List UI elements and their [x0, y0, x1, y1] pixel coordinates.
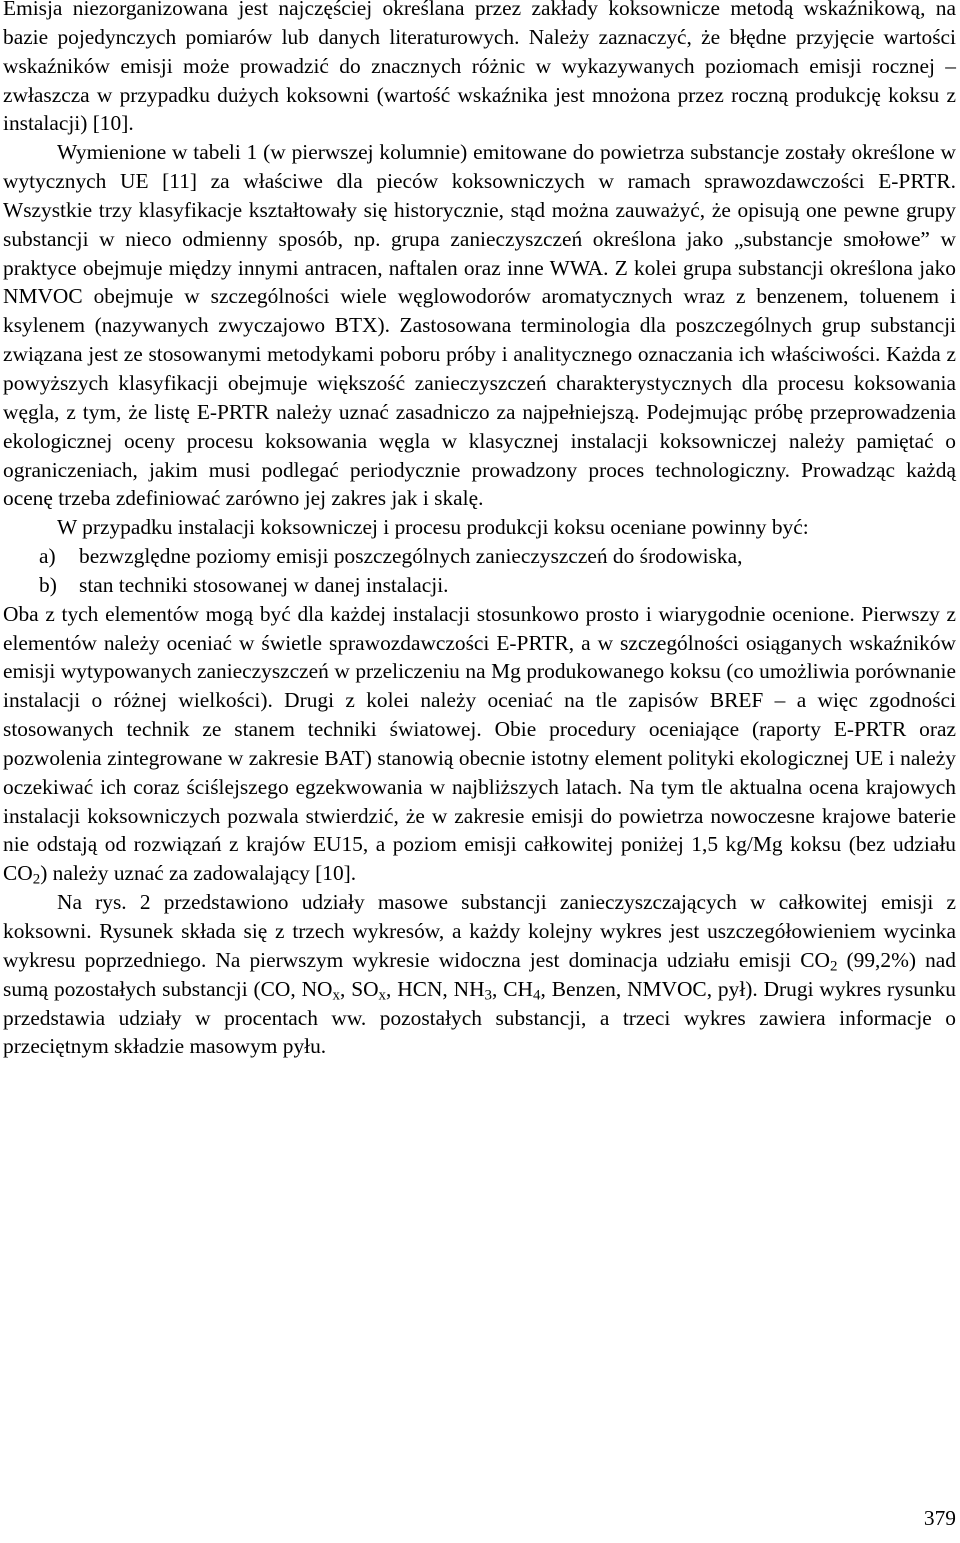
- subscript: x: [332, 987, 340, 1004]
- text-run: , HCN, NH: [386, 976, 485, 1001]
- subscript: 4: [532, 987, 541, 1004]
- text-run: , CH: [492, 976, 533, 1001]
- subscript: 2: [32, 872, 41, 889]
- text-run: ) należy uznać za zadowalający [10].: [40, 861, 357, 886]
- text-run: , SO: [339, 976, 379, 1001]
- paragraph-emission-estimation: Emisja niezorganizowana jest najczęściej określana przez zakłady koksownicze metodą wskaźnikową, na bazie pojedynczych pomiarów lub danych literaturowych. Należy zaznaczyć, że błędne przyjęcie wartości wskaźników emisji może prowadzić do znacznych różnic w wykazywanych poziomach emisji rocznej – zwłaszcza w przypadku dużych koksowni (wartość wskaźnika jest mnożona przez roczną produkcję koksu z instalacji) [10].: [3, 0, 956, 136]
- paragraph-substance-classification: Wymienione w tabeli 1 (w pierwszej kolumnie) emitowane do powietrza substancje zostały określone w wytycznych UE [11] za właściwe dla pieców koksowniczych w ramach sprawozdawczości E-PRTR. Wszystkie trzy klasyfikacje kształtowały się historycznie, stąd można zauważyć, że opisują one pewne grupy substancji w nieco odmienny sposób, np. grupa zanieczyszczeń określona jako „substancje smołowe” w praktyce obejmuje między innymi antracen, naftalen oraz inne WWA. Z kolei grupa substancji określona jako NMVOC obejmuje w szczególności wiele węglowodorów aromatycznych wraz z benzenem, toluenem i ksylenem (nazywanych zwyczajowo BTX). Zastosowana terminologia dla poszczególnych grup substancji związana jest ze stosowanymi metodykami poboru próby i analitycznego oznaczania ich właściwości. Każda z powyższych klasyfikacji obejmuje większość zanieczyszczeń charakterystycznych dla procesu koksowania węgla, z tym, że listę E-PRTR należy uznać zasadniczo za najpełniejszą. Podejmując próbę przeprowadzenia ekologicznej oceny procesu koksowania węgla w klasycznej instalacji koksowniczej należy pamiętać o ograniczeniach, jakim musi podlegać periodycznie prowadzony proces technologiczny. Prowadząc każdą ocenę trzeba zdefiniować zarówno jej zakres jak i skalę.: [3, 140, 956, 511]
- list-item: [3, 542, 956, 571]
- document-body: [3, 0, 956, 1061]
- list-item-text: bezwzględne poziomy emisji poszczególnych zanieczyszczeń do środowiska,: [79, 544, 743, 569]
- text-run: (99,2%) nad sumą pozostałych substancji (CO, NO: [3, 947, 956, 1001]
- list-item: [3, 571, 956, 600]
- text-run: Oba z tych elementów mogą być dla każdej instalacji stosunkowo prosto i wiarygodnie ocenione. Pierwszy z elementów należy oceniać w świetle sprawozdawczości E-PRTR, a w szczególności osiąganych wskaźników emisji wytypowanych zanieczyszczeń w przeliczeniu na Mg produkowanego koksu (co umożliwia porównanie instalacji o różnej wielkości). Drugi z kolei należy oceniać na tle zapisów BREF – a więc zgodności stosowanych technik ze stanem techniki światowej. Obie procedury oceniające (raporty E-PRTR oraz pozwolenia zintegrowane w zakresie BAT) stanowią obecnie istotny element polityki ekologicznej UE i należy oczekiwać ich coraz ściślejszego egzekwowania w najbliższych latach. Na tym tle aktualna ocena krajowych instalacji koksowniczych pozwala stwierdzić, że w zakresie emisji do powietrza nowoczesne krajowe baterie nie odstają od rozwiązań z krajów EU15, a poziom emisji całkowitej poniżej 1,5 kg/Mg koksu (bez udziału CO: [3, 601, 956, 886]
- subscript: x: [378, 987, 387, 1004]
- text-run: Na rys. 2 przedstawiono udziały masowe substancji zanieczyszczających w całkowitej emisji z koksowni. Rysunek składa się z trzech wykresów, a każdy kolejny wykres jest uszczegółowieniem wycinka wykresu poprzedniego. Na pierwszym wykresie widoczna jest dominacja udziału emisji CO: [3, 890, 956, 972]
- list-item-label: a): [39, 544, 56, 569]
- paragraph-assessment-intro: W przypadku instalacji koksowniczej i procesu produkcji koksu oceniane powinny być:: [57, 515, 809, 540]
- paragraph-figure-description: [3, 888, 956, 1061]
- subscript: 3: [484, 987, 493, 1004]
- assessment-criteria-list: [3, 542, 956, 600]
- list-item-text: stan techniki stosowanej w danej instalacji.: [79, 572, 449, 597]
- text-run: , Benzen, NMVOC, pył). Drugi wykres rysunku przedstawia udziały w procentach ww. pozostałych substancji, a trzeci wykres zawiera informacje o przeciętnym składzie masowym pyłu.: [3, 976, 956, 1059]
- page-number: 379: [923, 1506, 956, 1530]
- subscript: 2: [829, 958, 838, 975]
- paragraph-assessment-evaluation: [3, 600, 956, 888]
- list-item-label: b): [39, 572, 57, 597]
